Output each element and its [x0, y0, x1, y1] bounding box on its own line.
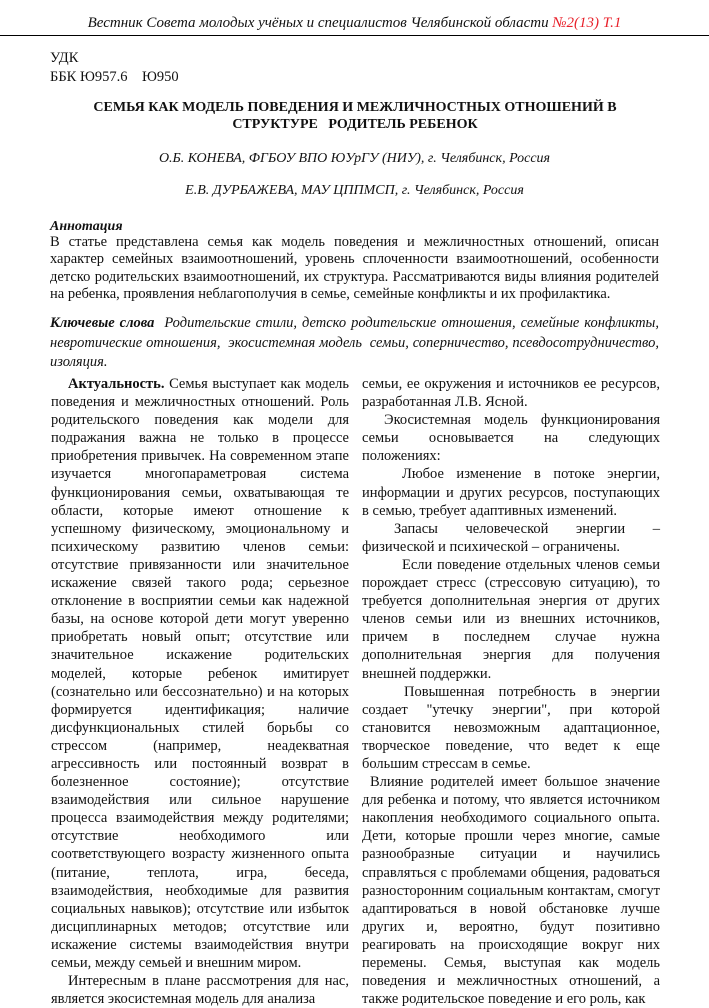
keywords	[50, 314, 663, 373]
paragraph: Запасы человеческой энергии – физической и психической – ограничены.	[362, 520, 660, 555]
author-1: О.Б. КОНЕВА, ФГБОУ ВПО ЮУрГУ (НИУ), г. Челябинск, Россия	[158, 151, 551, 166]
paragraph: Повышенная потребность в энергии создает "утечку энергии", при которой становится невозможным адаптационное, творческое поведение, что ведет к еще большим стрессам в семье.	[362, 683, 660, 772]
bbk-code: ББК Ю957.6 Ю950	[50, 68, 179, 85]
body-column-left	[51, 375, 349, 1008]
keywords-heading: Ключевые слова	[50, 315, 155, 331]
title-line-1: СЕМЬЯ КАК МОДЕЛЬ ПОВЕДЕНИЯ И МЕЖЛИЧНОСТНЫХ ОТНОШЕНИЙ В	[93, 100, 617, 115]
udk-code: УДК	[50, 50, 79, 66]
running-header	[0, 14, 709, 32]
paragraph-text: Семья выступает как модель поведения и межличностных отношений. Роль родительского поведения как модели для подражания важна не только в процессе приобретения привычек. На современном этапе изучается многопараметровая система функционирования семьи, охватывающая те области, которые имеют отношение к успешному физическому, эмоциональному и психическому развитию членов семьи: отсутствие привязанности или значительное искажение связей такого рода; серьезное отклонение в восприятии семьи как надежной базы, на основе которой дети могут уверенно приобретать новый опыт; отсутствие или значительное искажение родительских моделей, которые ребенок имитирует (сознательно или бессознательно) и на которых формируется идентификация; наличие дисфункциональных стилей борьбы со стрессом (например, неадекватная агрессивность или постоянный возврат в болезненное состояние); отсутствие взаимодействия или сильное нарушение процесса взаимодействия между родителями; отсутствие необходимого или соответствующего возрасту жизненного опыта (питание, теплота, игра, беседа, взаимодействия, необходимые для развития социальных навыков); отсутствие или избыток дисциплинарных методов; отсутствие или искажение системы взаимодействия внутри семьи, между семьей и внешним миром.	[51, 376, 349, 971]
article-title	[60, 99, 650, 133]
section-lead: Актуальность.	[68, 376, 165, 392]
paragraph: Если поведение отдельных членов семьи порождает стресс (стрессовую ситуацию), то требуется дополнительная энергия от других членов семьи или из внешних источников, причем в последнем случае нужна дополнительная энергия для получения внешней поддержки.	[362, 556, 660, 682]
title-line-2: СТРУКТУРЕ РОДИТЕЛЬ РЕБЕНОК	[232, 117, 478, 132]
abstract-text: В статье представлена семья как модель поведения и межличностных отношений, описан характер семейных взаимоотношений, уровень сплоченности взаимоотношений, особенности детско родительских взаимоотношений, их структура. Рассматриваются виды влияния родителей на ребенка, проявления неблагополучия в семье, семейные конфликты и их профилактика.	[50, 234, 659, 302]
paragraph: семьи, ее окружения и источников ее ресурсов, разработанная Л.В. Ясной.	[362, 376, 660, 411]
paragraph: Любое изменение в потоке энергии, информации и других ресурсов, поступающих в семью, требует адаптивных изменений.	[362, 466, 660, 519]
keywords-text: Родительские стили, детско родительские отношения, семейные конфликты, невротические отношения, экосистемная модель семьи, соперничество, псевдосотрудничество, изоляция.	[50, 315, 663, 370]
paragraph: Влияние родителей имеет большое значение для ребенка и потому, что является источником накопления необходимого социального опыта. Дети, которые прошли через многие, самые разнообразные ситуации и научились справляться с проблемами общения, радоваться разносторонним социальным контактам, смогут адаптироваться в новой обстановке лучше других и, вероятно, будут позитивно реагировать на происходящие вокруг них перемены. Семья, выступая как модель поведения и межличностных отношений, а также родительское поведение и его роль, как	[362, 774, 661, 1008]
paragraph: Интересным в плане рассмотрения для нас, является экосистемная модель для анализа	[51, 973, 349, 1008]
body-column-right	[362, 375, 660, 1008]
author-2: Е.В. ДУРБАЖЕВА, МАУ ЦППМСП, г. Челябинск, Россия	[185, 183, 524, 198]
header-rule	[0, 35, 709, 36]
paragraph: Экосистемная модель функционирования семьи основывается на следующих положениях:	[362, 412, 660, 465]
issue-number: №2(13) Т.1	[552, 15, 622, 31]
paragraph	[51, 375, 349, 972]
journal-name: Вестник Совета молодых учёных и специалистов Челябинской области	[87, 15, 553, 31]
abstract-heading: Аннотация	[50, 219, 123, 234]
classification-codes	[50, 49, 179, 86]
